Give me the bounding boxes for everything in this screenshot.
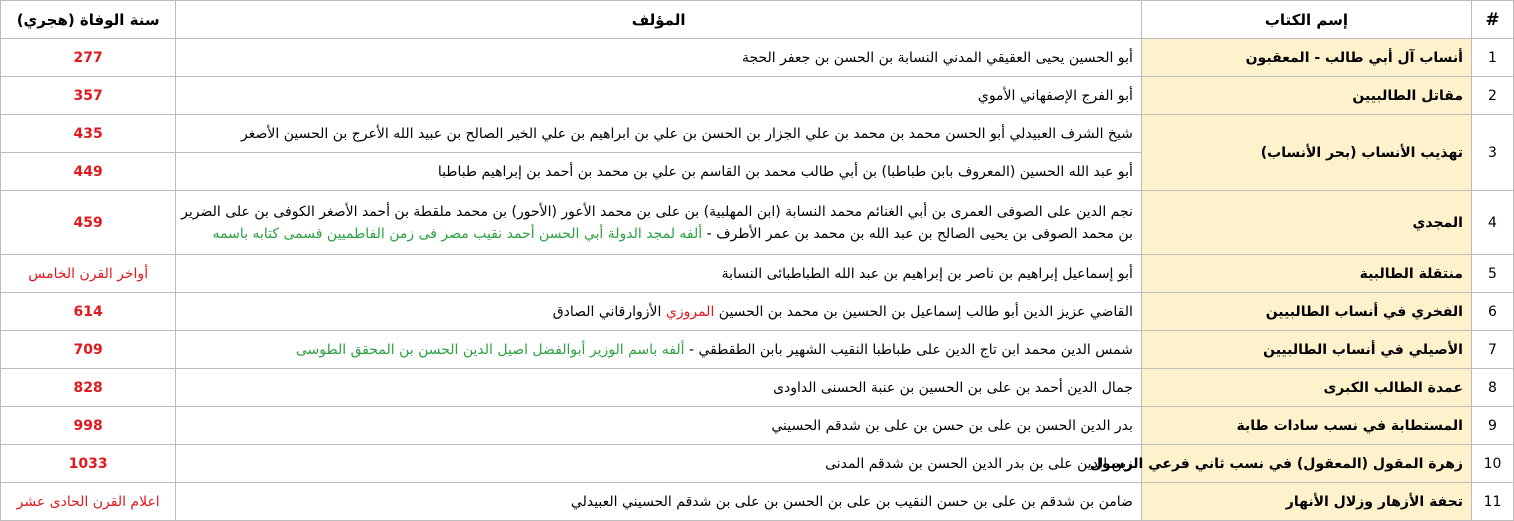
table-row <box>1 77 1514 115</box>
row-number[interactable]: 2 <box>1471 77 1513 115</box>
table-row <box>1 39 1514 77</box>
author-highlight: المروزي <box>665 303 715 320</box>
year-cell[interactable]: 614 <box>1 293 176 331</box>
author-cell[interactable]: أبو الفرج الإصفهاني الأموي <box>176 77 1142 115</box>
row-number[interactable]: 3 <box>1471 115 1513 191</box>
header-row <box>1 1 1514 39</box>
year-cell[interactable]: 449 <box>1 153 176 191</box>
author-cell[interactable]: بدر الدين الحسن بن على بن حسن بن على بن شدقم الحسيني <box>176 407 1142 445</box>
year-cell[interactable]: أواخر القرن الخامس <box>1 255 176 293</box>
book-cell[interactable]: مقاتل الطالبيين <box>1141 77 1471 115</box>
author-cell[interactable]: زين الدين على بن بدر الدين الحسن بن شدقم المدنى <box>176 445 1142 483</box>
year-cell[interactable]: 709 <box>1 331 176 369</box>
table-row <box>1 445 1514 483</box>
author-tail: الأزوارقاني الصادق <box>552 303 662 320</box>
row-number[interactable]: 7 <box>1471 331 1513 369</box>
author-note: ألفه لمجد الدولة أبي الحسن أحمد نقيب مصر فى زمن الفاطميين فسمى كتابه باسمه <box>212 225 703 242</box>
year-cell[interactable]: 828 <box>1 369 176 407</box>
year-cell[interactable]: اعلام القرن الحادى عشر <box>1 483 176 521</box>
header-book[interactable]: إسم الكتاب <box>1141 1 1471 39</box>
year-cell[interactable]: 1033 <box>1 445 176 483</box>
table-row <box>1 331 1514 369</box>
year-cell[interactable]: 998 <box>1 407 176 445</box>
book-cell[interactable]: عمدة الطالب الكبرى <box>1141 369 1471 407</box>
year-cell[interactable]: 435 <box>1 115 176 153</box>
author-cell[interactable]: أبو عبد الله الحسين (المعروف بابن طباطبا) بن أبي طالب محمد بن القاسم بن علي بن محمد بن أحمد بن إبراهيم طباطبا <box>176 153 1142 191</box>
row-number[interactable]: 10 <box>1471 445 1513 483</box>
table-row <box>1 191 1514 255</box>
author-cell[interactable]: أبو الحسين يحيى العقيقي المدني النسابة بن الحسن بن جعفر الحجة <box>176 39 1142 77</box>
author-cell[interactable] <box>176 331 1142 369</box>
author-cell[interactable] <box>176 293 1142 331</box>
author-text: شمس الدين محمد ابن تاج الدين على طباطبا النقيب الشهير بابن الطقطقي - <box>688 341 1133 358</box>
row-number[interactable]: 11 <box>1471 483 1513 521</box>
table-row <box>1 115 1514 153</box>
table-row <box>1 293 1514 331</box>
author-cell[interactable]: شيخ الشرف العبيدلي أبو الحسن محمد بن محمد بن علي الجزار بن الحسن بن علي بن ابراهيم بن علي الخير الصالح بن عبيد الله الأعرج بن الحسين الأصغر <box>176 115 1142 153</box>
book-cell[interactable]: المستطابة في نسب سادات طابة <box>1141 407 1471 445</box>
book-cell[interactable]: أنساب آل أبي طالب - المعقبون <box>1141 39 1471 77</box>
row-number[interactable]: 5 <box>1471 255 1513 293</box>
author-text: القاضي عزيز الدين أبو طالب إسماعيل بن الحسين بن محمد بن الحسين <box>718 303 1133 320</box>
author-cell[interactable] <box>176 191 1142 255</box>
book-cell[interactable]: المجدي <box>1141 191 1471 255</box>
year-cell[interactable]: 277 <box>1 39 176 77</box>
book-cell[interactable]: الأصيلي في أنساب الطالبيين <box>1141 331 1471 369</box>
row-number[interactable]: 4 <box>1471 191 1513 255</box>
row-number[interactable]: 1 <box>1471 39 1513 77</box>
row-number[interactable]: 8 <box>1471 369 1513 407</box>
book-cell[interactable]: تحفة الأزهار وزلال الأنهار <box>1141 483 1471 521</box>
table-row <box>1 483 1514 521</box>
year-cell[interactable]: 459 <box>1 191 176 255</box>
header-author[interactable]: المؤلف <box>176 1 1142 39</box>
row-number[interactable]: 9 <box>1471 407 1513 445</box>
year-cell[interactable]: 357 <box>1 77 176 115</box>
book-cell[interactable]: تهذيب الأنساب (بحر الأنساب) <box>1141 115 1471 191</box>
table-row <box>1 407 1514 445</box>
book-cell[interactable]: منتقلة الطالبية <box>1141 255 1471 293</box>
author-note: ألفه باسم الوزير أبوالفضل اصيل الدين الحسن بن المحقق الطوسى <box>295 341 685 358</box>
table-row <box>1 255 1514 293</box>
row-number[interactable]: 6 <box>1471 293 1513 331</box>
book-cell[interactable]: زهرة المقول (المعقول) في نسب ثاني فرعي الرسول <box>1141 445 1471 483</box>
author-line-2 <box>184 223 1133 245</box>
author-cell[interactable]: جمال الدين أحمد بن على بن الحسين بن عنبة الحسنى الداودى <box>176 369 1142 407</box>
header-num[interactable]: # <box>1471 1 1513 39</box>
author-cell[interactable]: ضامن بن شدقم بن على بن حسن النقيب بن على بن الحسن بن على بن شدقم الحسيني العبيدلي <box>176 483 1142 521</box>
table-row <box>1 369 1514 407</box>
header-year[interactable]: سنة الوفاة (هجري) <box>1 1 176 39</box>
author-line-1: نجم الدين على الصوفى العمرى بن أبي الغنائم محمد النسابة (ابن المهلبية) بن على بن محمد الأعور (الأحور) بن محمد ملقطة بن أحمد الأصغر الكوفى بن على الضرير <box>181 203 1133 220</box>
author-cell[interactable]: أبو إسماعيل إبراهيم بن ناصر بن إبراهيم بن عبد الله الطباطبائى النسابة <box>176 255 1142 293</box>
book-cell[interactable]: الفخري في أنساب الطالبيين <box>1141 293 1471 331</box>
author-line-2-text: بن محمد الصوفى بن يحيى الصالح بن عبد الله بن محمد بن عمر الأطرف - <box>706 225 1133 242</box>
